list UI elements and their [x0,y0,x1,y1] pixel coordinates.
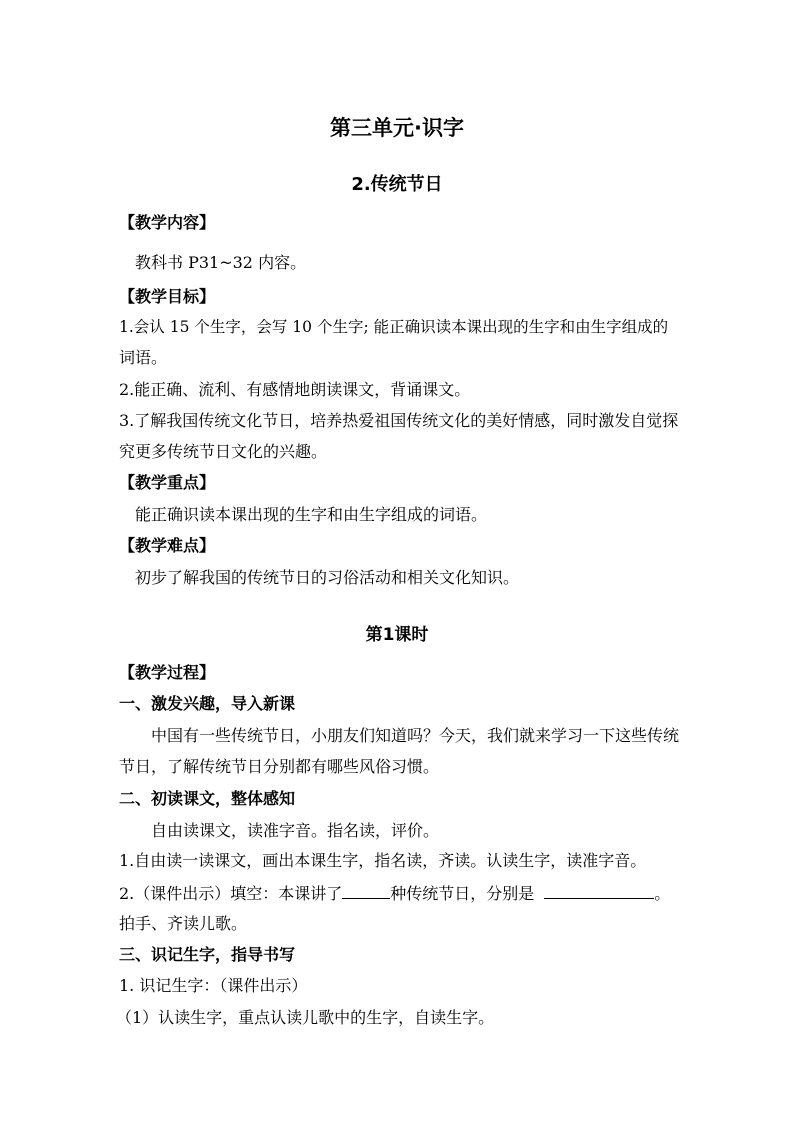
section-2-line-4: 拍手、齐读儿歌。 [119,914,248,933]
unit-title: 第三单元·识字 [330,116,464,140]
lesson-title: 2.传统节日 [351,174,443,195]
fill-text-c: 。 [654,884,671,903]
fill-blank-count [342,882,390,899]
section-3-line-2: （1）认读生字，重点认读儿歌中的生字，自读生字。 [116,1008,495,1027]
goals-line-2: 2.能正确、流利、有感情地朗读课文，背诵课文。 [119,380,471,399]
goals-heading: 【教学目标】 [119,287,216,306]
section-2-heading: 二、初读课文，整体感知 [119,789,296,808]
key-points-text: 能正确识读本课出现的生字和由生字组成的词语。 [135,505,488,524]
content-heading: 【教学内容】 [119,213,216,232]
section-3-line-1: 1. 识记生字：（课件出示） [119,976,308,995]
section-3-heading: 三、识记生字，指导书写 [119,945,296,964]
difficulties-text: 初步了解我国的传统节日的习俗活动和相关文化知识。 [135,568,520,587]
section-1-heading: 一、激发兴趣，导入新课 [119,694,296,713]
difficulties-heading: 【教学难点】 [119,536,216,555]
section-2-fill-line [119,882,670,905]
fill-text-b: 种传统节日，分别是 [390,884,535,903]
fill-text-a: 2.（课件出示）填空：本课讲了 [119,884,343,903]
section-1-line-1: 中国有一些传统节日，小朋友们知道吗？今天，我们就来学习一下这些传统 [151,726,680,745]
section-2-line-1: 自由读课文，读准字音。指名读，评价。 [151,821,440,840]
fill-blank-names [544,882,654,899]
key-points-heading: 【教学重点】 [119,473,216,492]
goals-line-3a: 3.了解我国传统文化节日，培养热爱祖国传统文化的美好情感，同时激发自觉探 [119,411,679,430]
process-heading: 【教学过程】 [119,663,216,682]
section-2-line-2: 1.自由读一读课文，画出本课生字，指名读，齐读。认读生字，读准字音。 [119,851,647,870]
goals-line-1a: 1.会认 15 个生字，会写 10 个生字; 能正确识读本课出现的生字和由生字组成的 [119,318,669,336]
goals-line-1b: 词语。 [119,348,168,367]
goals-line-3b: 究更多传统节日文化的兴趣。 [119,442,328,461]
section-1-line-2: 节日，了解传统节日分别都有哪些风俗习惯。 [119,757,440,776]
content-text: 教科书 P31~32 内容。 [135,253,307,272]
period-title: 第1课时 [365,625,429,645]
